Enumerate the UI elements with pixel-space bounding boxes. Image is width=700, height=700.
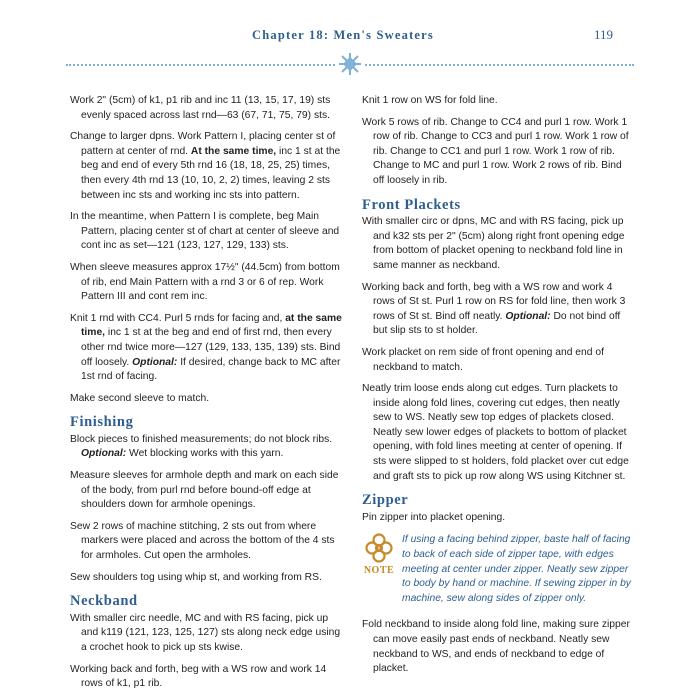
note-label: NOTE	[363, 565, 395, 577]
placket-finish-paragraph: Neatly trim loose ends along cut edges. Turn plackets to inside along fold lines, covering cut edges, then neatly sew to WS. Neatly sew top edges of plackets closed. Neatly sew lower edges of plackets to bottom of placket opening, with fold lines meeting at center of opening. If sts were slipped to st holders, fold placket over cut edge and graft sts to pick up row along WS using Kitchner st.	[362, 383, 629, 482]
right-column	[362, 94, 632, 684]
sleeve-pattern-paragraph: Change to larger dpns. Work Pattern I, placing center st of pattern at center of rnd. At the same time, inc 1 st at the beg and end of every 5th rnd 16 (18, 18, 25, 25) times, then every 4th rnd 13 (10, 10, 2, 2) times, leaving 2 sts between inc sts and working inc sts into pattern.	[70, 131, 341, 201]
note-box	[362, 533, 632, 606]
rib-stripes-paragraph: Work 5 rows of rib. Change to CC4 and purl 1 row. Work 1 row of rib. Change to CC3 and purl 1 row. Work 1 row of rib. Change to CC1 and purl 1 row. Work 1 row of rib. Change to MC and purl 1 row. Work 2 rows of rib. Bind off loosely in rib.	[362, 116, 629, 186]
main-pattern-paragraph: In the meantime, when Pattern I is complete, beg Main Pattern, placing center st of chart at center of sleeve and cont inc as set—121 (123, 127, 129, 133) sts.	[70, 211, 340, 252]
fold-neckband-paragraph: Fold neckband to inside along fold line, making sure zipper can move easily past ends of neckband. Neatly sew neckband to WS, and ends of neckband to edge of placket.	[362, 619, 630, 675]
front-plackets-heading: Front Plackets	[362, 196, 461, 213]
placket-rows-paragraph: Working back and forth, beg with a WS row and work 4 rows of St st. Purl 1 row on RS for fold line, then work 3 rows of St st. Bind off neatly. Optional: Do not bind off but slip sts to st holder.	[362, 281, 626, 337]
neckband-pickup-paragraph: With smaller circ needle, MC and with RS facing, pick up and k119 (121, 123, 125, 127) sts along neck edge using a crochet hook to pick up sts kwise.	[70, 612, 341, 653]
placket-match-paragraph: Work placket on rem side of front opening and end of neckband to match.	[362, 346, 604, 373]
left-column	[70, 94, 348, 699]
page-number: 119	[594, 27, 614, 42]
snowflake-ornament-icon	[337, 51, 363, 77]
second-sleeve-paragraph: Make second sleeve to match.	[70, 392, 210, 404]
fold-line-paragraph: Knit 1 row on WS for fold line.	[362, 95, 498, 106]
machine-stitching-paragraph: Sew 2 rows of machine stitching, 2 sts out from where markers were placed and across the bottom of the 4 sts for armholes. Cut open the armholes.	[70, 520, 335, 562]
note-text: If using a facing behind zipper, baste half of facing to back of each side of zipper tape, with edges meeting at center under zipper. Neatly sew zipper to body by hand or machine. If sewing zipper in by machine, sew along sides of zipper only.	[402, 534, 631, 604]
facing-paragraph: Knit 1 rnd with CC4. Purl 5 rnds for facing and, at the same time, inc 1 st at the beg and end of first rnd, then every other rnd twice more—127 (129, 133, 135, 139) sts. Bind off loosely. Optional: If desired, change back to MC after 1st rnd of facing.	[70, 312, 342, 383]
sleeve-rib-paragraph: Work 2" (5cm) of k1, p1 rib and inc 11 (13, 15, 17, 19) sts evenly spaced across last rnd—63 (67, 71, 75, 79) sts.	[70, 95, 331, 121]
celtic-knot-icon	[362, 533, 396, 563]
armhole-measure-paragraph: Measure sleeves for armhole depth and mark on each side of the body, from purl rnd before bound-off edge at shoulders down for armhole openings.	[70, 470, 339, 511]
neckband-heading: Neckband	[70, 593, 138, 610]
sleeve-measure-paragraph: When sleeve measures approx 17½" (44.5cm) from bottom of rib, end Main Pattern with a rnd 3 or 6 of rep. Work Pattern III and cont rem inc.	[70, 261, 340, 303]
placket-pickup-paragraph: With smaller circ or dpns, MC and with RS facing, pick up and k32 sts per 2" (5cm) along right front opening edge from bottom of placket opening to neckband fold line in same manner as neckband.	[362, 216, 625, 271]
finishing-heading: Finishing	[70, 414, 134, 431]
blocking-paragraph: Block pieces to finished measurements; do not block ribs. Optional: Wet blocking works with this yarn.	[70, 433, 333, 460]
chapter-title: Chapter 18: Men's Sweaters	[252, 28, 434, 42]
zipper-heading: Zipper	[362, 492, 409, 509]
pin-zipper-paragraph: Pin zipper into placket opening.	[362, 511, 506, 523]
neckband-rib-paragraph: Working back and forth, beg with a WS row and work 14 rows of k1, p1 rib.	[70, 663, 327, 690]
shoulders-paragraph: Sew shoulders tog using whip st, and working from RS.	[70, 571, 322, 583]
